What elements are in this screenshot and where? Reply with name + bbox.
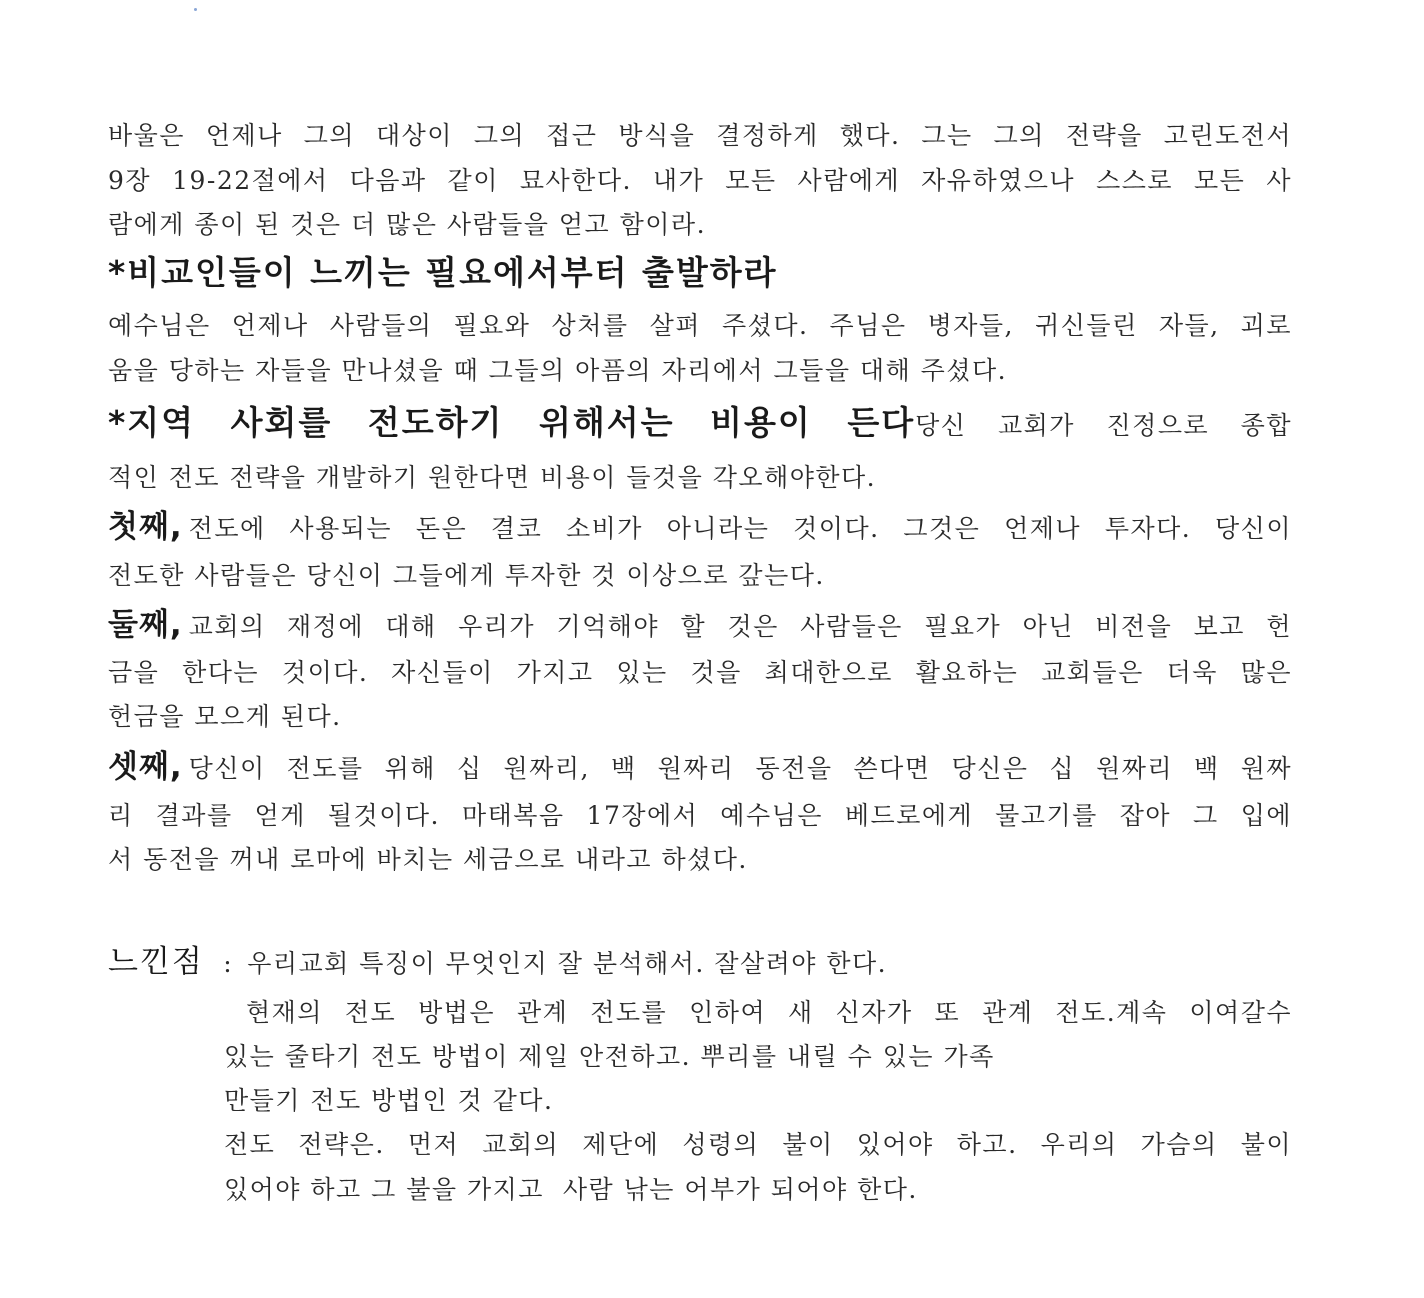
- reflection-label: 느낀점: [108, 944, 204, 980]
- first-line1: [108, 503, 1292, 551]
- first-lead: 첫째,: [108, 509, 183, 545]
- third-lead: 셋째,: [108, 749, 183, 785]
- para1-line1: 바울은 언제나 그의 대상이 그의 접근 방식을 결정하게 했다. 그는 그의 전략을 고린도전서: [108, 121, 1292, 150]
- reflection-line2: 현재의 전도 방법은 관계 전도를 인하여 새 신자가 또 관계 전도.계속 이여갈수: [224, 998, 1292, 1027]
- reflection-line4: 만들기 전도 방법인 것 같다.: [224, 1086, 554, 1115]
- reflection-line5: 전도 전략은. 먼저 교회의 제단에 성령의 불이 있어야 하고. 우리의 가슴의 불이: [224, 1130, 1292, 1159]
- para1-line3: 람에게 종이 된 것은 더 많은 사람들을 얻고 함이라.: [108, 210, 707, 239]
- third-line1-rest: 당신이 전도를 위해 십 원짜리, 백 원짜리 동전을 쓴다면 당신은 십 원짜리 백 원짜: [188, 754, 1292, 783]
- scan-speck: [194, 8, 197, 11]
- second-line1-rest: 교회의 재정에 대해 우리가 기억해야 할 것은 사람들은 필요가 아닌 비전을 보고 헌: [188, 612, 1292, 641]
- third-line1: [108, 743, 1292, 791]
- heading-cost-line: [108, 398, 1292, 448]
- reflection-line6: 있어야 하고 그 불을 가지고 사람 낚는 어부가 되어야 한다.: [224, 1175, 918, 1204]
- para1-line2: 9장 19-22절에서 다음과 같이 묘사한다. 내가 모든 사람에게 자유하였으나 스스로 모든 사: [108, 166, 1292, 195]
- first-line2: 전도한 사람들은 당신이 그들에게 투자한 것 이상으로 갚는다.: [108, 561, 825, 590]
- second-line1: [108, 601, 1292, 649]
- first-line1-rest: 전도에 사용되는 돈은 결코 소비가 아니라는 것이다. 그것은 언제나 투자다. 당신이: [188, 514, 1292, 543]
- heading-start-from-needs: *비교인들이 느끼는 필요에서부터 출발하라: [108, 253, 778, 292]
- third-line2: 리 결과를 얻게 될것이다. 마태복음 17장에서 예수님은 베드로에게 물고기를 잡아 그 입에: [108, 801, 1292, 830]
- second-lead: 둘째,: [108, 607, 183, 643]
- para2-line2: 움을 당하는 자들을 만나셨을 때 그들의 아픔의 자리에서 그들을 대해 주셨다.: [108, 356, 1008, 385]
- para2-line1: 예수님은 언제나 사람들의 필요와 상처를 살펴 주셨다. 주님은 병자들, 귀신들린 자들, 괴로: [108, 311, 1292, 340]
- heading-cost: *지역 사회를 전도하기 위해서는 비용이 든다: [108, 403, 916, 442]
- reflection-line1: [108, 938, 887, 986]
- second-line2: 금을 한다는 것이다. 자신들이 가지고 있는 것을 최대한으로 활요하는 교회들은 더욱 많은: [108, 658, 1292, 687]
- para3-line1-rest: 당신 교회가 진정으로 종합: [915, 411, 1292, 440]
- reflection-text1: 우리교회 특징이 무엇인지 잘 분석해서. 잘살려야 한다.: [247, 949, 888, 978]
- second-line3: 헌금을 모으게 된다.: [108, 702, 342, 731]
- reflection-line3: 있는 줄타기 전도 방법이 제일 안전하고. 뿌리를 내릴 수 있는 가족: [224, 1042, 995, 1071]
- para3-line2: 적인 전도 전략을 개발하기 원한다면 비용이 들것을 각오해야한다.: [108, 463, 877, 492]
- third-line3: 서 동전을 꺼내 로마에 바치는 세금으로 내라고 하셨다.: [108, 845, 748, 874]
- reflection-colon: :: [223, 949, 234, 978]
